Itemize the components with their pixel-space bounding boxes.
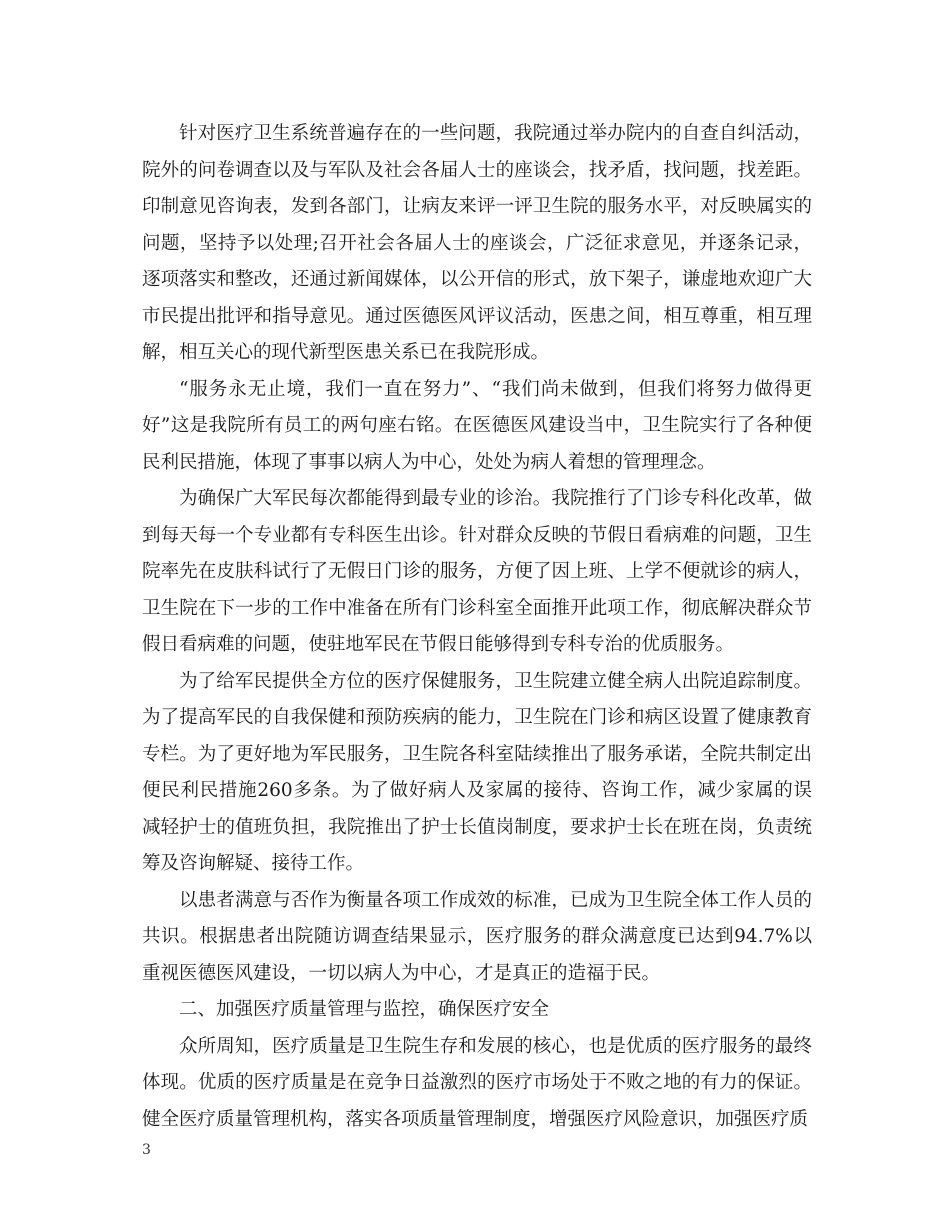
document-body [142,116,812,1138]
text-line: 逐项落实和整改，还通过新闻媒体，以公开信的形式，放下架子，谦虚地欢迎广大 [142,269,812,290]
text-line: “服务永无止境，我们一直在努力”、“我们尚未做到，但我们将努力做得更 [179,378,812,400]
text-line: 便民利民措施260多条。为了做好病人及家属的接待、咨询工作，减少家属的误 [142,780,812,801]
text-line: 为确保广大军民每次都能得到最专业的诊治。我院推行了门诊专科化改革，做 [179,488,812,509]
text-line: 重视医德医风建设，一切以病人为中心，才是真正的造福于民。 [142,962,661,984]
text-line: 好”这是我院所有员工的两句座右铭。在医德医风建设当中，卫生院实行了各种便 [142,415,812,436]
page-number: 3 [142,1142,151,1158]
text-line: 以患者满意与否作为衡量各项工作成效的标准，已成为卫生院全体工作人员的 [179,889,812,911]
text-line: 筹及咨询解疑、接待工作。 [142,853,365,874]
text-line: 到每天每一个专业都有专科医生出诊。针对群众反映的节假日看病难的问题，卫生 [142,524,812,546]
text-line: 市民提出批评和指导意见。通过医德医风评议活动，医患之间，相互尊重，相互理 [142,305,812,327]
text-line: 专栏。为了更好地为军民服务，卫生院各科室陆续推出了服务承诺，全院共制定出 [142,743,812,765]
text-line: 假日看病难的问题，使驻地军民在节假日能够得到专科专治的优质服务。 [142,634,735,655]
text-line: 二、加强医疗质量管理与监控，确保医疗安全 [179,999,550,1020]
text-line: 院率先在皮肤科试行了无假日门诊的服务，方便了因上班、上学不便就诊的病人， [142,561,812,582]
text-line: 为了提高军民的自我保健和预防疾病的能力，卫生院在门诊和病区设置了健康教育 [142,707,812,728]
text-line: 印制意见咨询表，发到各部门，让病友来评一评卫生院的服务水平，对反映属实的 [142,196,812,217]
text-line: 卫生院在下一步的工作中准备在所有门诊科室全面推开此项工作，彻底解决群众节 [142,597,812,619]
text-line: 共识。根据患者出院随访调查结果显示，医疗服务的群众满意度已达到94.7%以 [142,926,812,947]
text-line: 为了给军民提供全方位的医疗保健服务，卫生院建立健全病人出院追踪制度。 [179,670,812,692]
text-line: 解，相互关心的现代新型医患关系已在我院形成。 [142,342,550,363]
text-line: 众所周知，医疗质量是卫生院生存和发展的核心，也是优质的医疗服务的最终 [179,1035,812,1057]
text-line: 减轻护士的值班负担，我院推出了护士长值岗制度，要求护士长在班在岗，负责统 [142,816,812,838]
text-line: 健全医疗质量管理机构，落实各项质量管理制度，增强医疗风险意识，加强医疗质 [142,1108,809,1130]
text-line: 针对医疗卫生系统普遍存在的一些问题，我院通过举办院内的自查自纠活动， [179,123,812,144]
text-line: 院外的问卷调查以及与军队及社会各届人士的座谈会，找矛盾，找问题，找差距。 [142,159,812,181]
text-line: 问题，坚持予以处理;召开社会各届人士的座谈会，广泛征求意见，并逐条记录， [142,232,812,254]
text-line: 民利民措施，体现了事事以病人为中心，处处为病人着想的管理理念。 [142,451,716,473]
text-line: 体现。优质的医疗质量是在竞争日益激烈的医疗市场处于不败之地的有力的保证。 [142,1072,812,1093]
